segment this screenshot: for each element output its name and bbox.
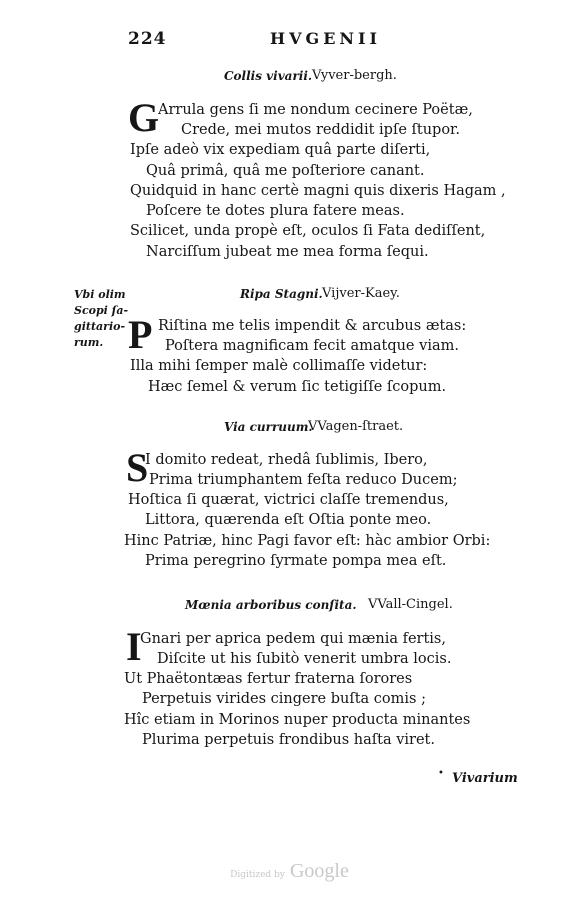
margin-note-line-4: rum. <box>74 336 104 349</box>
poem-4-line-1: Gnari per aprica pedem qui mænia fertis, <box>140 631 446 647</box>
poem-4-title-dutch: VVall-Cingel. <box>368 597 453 612</box>
poem-1-line-3: Ipſe adeò vix expediam quâ parte diſerti, <box>130 142 431 158</box>
poem-3-line-5: Hinc Patriæ, hinc Pagi favor eſt: hàc ambior Orbi: <box>124 533 491 549</box>
page-number: 224 <box>128 29 167 49</box>
poem-3-title-latin: Via curruum. <box>224 420 313 434</box>
margin-note-line-2: Scopi ſa- <box>74 304 129 317</box>
poem-3-line-3: Hoſtica ſi quærat, victrici claſſe tremendus, <box>128 492 449 508</box>
poem-1-line-8: Narciſſum jubeat me mea forma ſequi. <box>146 244 429 260</box>
poem-4-line-4: Perpetuis virides cingere buſta comis ; <box>142 691 426 707</box>
poem-4-title-latin: Mœnia arboribus conſita. <box>185 598 357 612</box>
watermark-prefix: Digitized by <box>230 870 285 880</box>
poem-2-line-4: Hæc ſemel & verum ſic tetigiſſe ſcopum. <box>148 379 447 395</box>
poem-2-line-2: Poſtera magnificam fecit amatque viam. <box>165 338 459 354</box>
catchword: Vivarium <box>452 771 518 786</box>
poem-2-line-3: Illa mihi ſemper malè collimaſſe videtur: <box>130 358 428 374</box>
margin-note-line-3: gittario- <box>74 320 126 333</box>
poem-3-line-4: Littora, quærenda eſt Oſtia ponte meo. <box>145 512 432 528</box>
poem-2-title-latin: Ripa Stagni. <box>240 287 323 301</box>
poem-3-drop-cap: S <box>126 445 149 490</box>
poem-2-drop-cap: P <box>128 312 153 357</box>
poem-4-line-2: Diſcite ut his ſubitò venerit umbra locis. <box>157 651 452 667</box>
poem-4-line-3: Ut Phaëtontæas fertur fraterna ſorores <box>124 671 413 687</box>
digitization-watermark <box>0 860 579 883</box>
poem-2-line-1: Riſtina me telis impendit & arcubus ætas: <box>158 318 467 334</box>
poem-1-line-2: Crede, mei mutos reddidit ipſe ſtupor. <box>181 122 460 138</box>
poem-3-title-dutch: VVagen-ſtraet. <box>308 419 404 434</box>
margin-note-line-1: Vbi olim <box>74 288 126 301</box>
poem-1-title-latin: Collis vivarii. <box>224 69 313 83</box>
poem-3-line-2: Prima triumphantem feſta reduco Ducem; <box>149 472 458 488</box>
poem-1-title-dutch: Vyver-bergh. <box>312 68 397 83</box>
poem-1-line-4: Quâ primâ, quâ me poſteriore canant. <box>146 163 425 179</box>
poem-3-line-6: Prima peregrino ſyrmate pompa mea eſt. <box>145 553 447 569</box>
poem-3-line-1: I domito redeat, rhedâ ſublimis, Ibero, <box>145 452 428 468</box>
running-head: HVGENII <box>270 29 381 48</box>
catchword-mark: • <box>438 768 444 779</box>
poem-4-line-6: Plurima perpetuis frondibus haſta viret. <box>142 732 435 748</box>
poem-1-line-5: Quidquid in hanc certè magni quis dixeris Hagam , <box>130 183 506 199</box>
poem-1-line-6: Poſcere te dotes plura fatere meas. <box>146 203 405 219</box>
poem-1-line-1: Arrula gens ſi me nondum cecinere Poëtæ, <box>158 102 473 118</box>
google-logo: Google <box>289 860 349 882</box>
poem-1-line-7: Scilicet, unda propè eſt, oculos ſi Fata dediſſent, <box>130 223 486 239</box>
poem-2-title-dutch: Vijver-Kaey. <box>322 286 400 301</box>
poem-1-drop-cap: G <box>128 95 160 140</box>
poem-4-drop-cap: I <box>126 624 142 669</box>
poem-4-line-5: Hîc etiam in Morinos nuper producta minantes <box>124 712 471 728</box>
